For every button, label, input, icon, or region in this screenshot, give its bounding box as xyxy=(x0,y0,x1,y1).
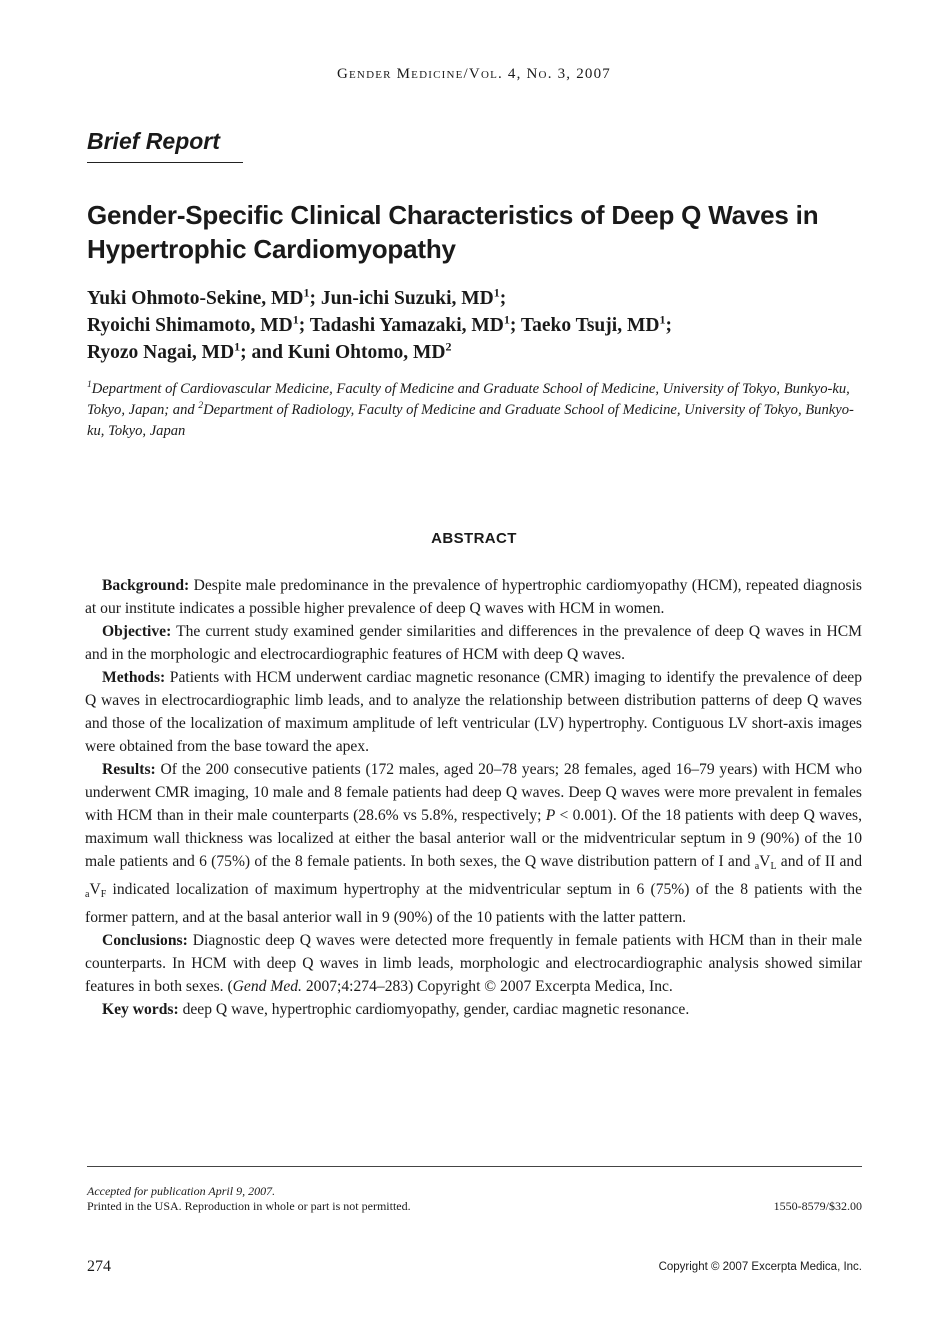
affiliation-2: Department of Radiology, Faculty of Medicine and Graduate School of Medicine, University of Tokyo, Bunkyo-ku, Tokyo, Japan xyxy=(87,402,854,439)
printing-notice: Printed in the USA. Reproduction in whole or part is not permitted. xyxy=(87,1199,411,1213)
issn-price: 1550-8579/$32.00 xyxy=(773,1199,862,1213)
article-title: Gender-Specific Clinical Characteristics of Deep Q Waves in Hypertrophic Cardiomyopathy xyxy=(87,200,819,264)
abstract-heading: ABSTRACT xyxy=(431,530,517,547)
affiliation-1: Department of Cardiovascular Medicine, Faculty of Medicine and Graduate School of Medicine, University of Tokyo, Bunkyo-ku, Tokyo, Japan; and xyxy=(87,381,850,418)
author: Tadashi Yamazaki, $MD^1$; xyxy=(309,312,521,336)
copyright-footer: Copyright © 2007 Excerpta Medica, Inc. xyxy=(658,1261,862,1273)
page-number: 274 xyxy=(87,1258,111,1275)
abstract-background: Background: Despite male predominance in the prevalence of hypertrophic cardiomyopathy (HCM), repeated diagnosis at our institute indicates a possible higher prevalence of deep Q waves with HCM in women. xyxy=(85,577,862,617)
abstract-results: Results: Of the 200 consecutive patients (172 males, aged 20–78 years; 28 females, aged 16–79 years) with HCM who underwent CMR imaging, 10 male and 8 female patients had deep Q waves. Deep Q waves were more prevalent in females with HCM than in their male counterparts (28.6% vs 5.8%, respectively; P < 0.001). Of the 18 patients with deep Q waves, maximum wall thickness was localized at either the basal anterior wall or the midventricular septum in 9 (90%) of the 10 male patients and 6 (75%) of the 8 female patients. In both sexes, the Q wave distribution pattern of I and $_aV_L$ and of II and $_aV_F$ indicated localization of maximum hypertrophy at the midventricular septum in 6 (75%) of the 8 patients with the former pattern, and at the basal anterior wall in 9 (90%) of the 10 patients with the latter pattern. xyxy=(85,761,862,926)
section-label: Brief Report xyxy=(87,128,220,154)
running-header: Gender Medicine/Vol. 4, No. 3, 2007 xyxy=(336,66,611,82)
author: and Kuni Ohtomo, $MD^2$ xyxy=(251,339,452,363)
abstract-conclusions: Conclusions: Diagnostic deep Q waves were detected more frequently in female patients with HCM than in their male counterparts. In HCM with deep Q waves in limb leads, morphologic and electrocardiographic analysis showed similar features in both sexes. (Gend Med. 2007;4:274–283) Copyright © 2007 Excerpta Medica, Inc. xyxy=(85,932,862,995)
author: Yuki Ohmoto-Sekine, $MD^1$; xyxy=(87,285,321,309)
author-list xyxy=(87,285,877,366)
abstract-objective: Objective: The current study examined gender similarities and differences in the prevalence of deep Q waves in HCM and in the morphologic and electrocardiographic features of HCM with deep Q waves. xyxy=(85,623,862,663)
footer-divider xyxy=(87,1166,862,1167)
affiliations: $^1$Department of Cardiovascular Medicine, Faculty of Medicine and Graduate School of Medicine, University of Tokyo, Bunkyo-ku, Tokyo, Japan; and $^2$Department of Radiology, Faculty of Medicine and Graduate School of Medicine, University of Tokyo, Bunkyo-ku, Tokyo, Japan xyxy=(87,380,854,439)
author: Jun-ichi Suzuki, $MD^1$; xyxy=(320,285,507,309)
section-divider xyxy=(87,162,243,163)
accepted-date: Accepted for publication April 9, 2007. xyxy=(87,1184,276,1198)
abstract-body xyxy=(85,574,862,1021)
author: Ryoichi Shimamoto, $MD^1$; xyxy=(87,312,310,336)
author: Ryozo Nagai, $MD^1$; xyxy=(87,339,252,363)
abstract-methods: Methods: Patients with HCM underwent cardiac magnetic resonance (CMR) imaging to identify the prevalence of deep Q waves in electrocardiographic limb leads, and to analyze the relationship between distribution patterns of deep Q waves and those of the localization of maximum amplitude of left ventricular (LV) hypertrophy. Contiguous LV short-axis images were obtained from the base toward the apex. xyxy=(85,669,863,755)
abstract-keywords: Key words: deep Q wave, hypertrophic cardiomyopathy, gender, cardiac magnetic resonance. xyxy=(102,1001,690,1018)
author: Taeko Tsuji, $MD^1$; xyxy=(520,312,672,336)
